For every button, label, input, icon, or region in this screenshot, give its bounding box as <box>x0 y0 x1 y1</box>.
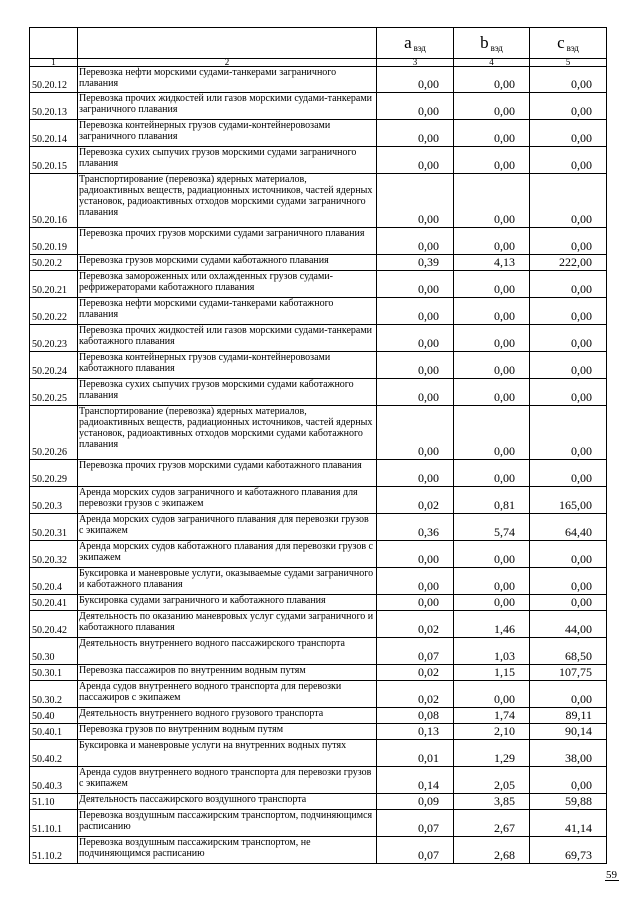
row-value-b: 0,00 <box>454 406 530 460</box>
row-name: Перевозка прочих грузов морскими судами каботажного плавания <box>78 460 377 487</box>
table-row <box>30 708 607 724</box>
row-value-c: 0,00 <box>530 93 607 120</box>
row-value-c: 0,00 <box>530 541 607 568</box>
row-code: 50.20.25 <box>30 379 78 406</box>
row-name: Транспортирование (перевозка) ядерных материалов, радиоактивных веществ, радиационных источников, частей ядерных установок, радиоактивных отходов морскими судами каботажного плавания <box>78 406 377 460</box>
row-value-b: 0,00 <box>454 681 530 708</box>
row-value-a: 0,00 <box>377 93 454 120</box>
row-value-a: 0,02 <box>377 487 454 514</box>
row-code: 50.20.15 <box>30 147 78 174</box>
row-code: 50.20.42 <box>30 611 78 638</box>
column-number: 4 <box>454 59 530 67</box>
table-row <box>30 568 607 595</box>
row-value-b: 0,00 <box>454 174 530 228</box>
row-value-a: 0,00 <box>377 568 454 595</box>
row-code: 50.40.3 <box>30 767 78 794</box>
row-value-c: 69,73 <box>530 837 607 864</box>
row-value-c: 0,00 <box>530 379 607 406</box>
row-value-b: 0,00 <box>454 568 530 595</box>
table-row <box>30 174 607 228</box>
table-row <box>30 837 607 864</box>
row-code: 51.10.2 <box>30 837 78 864</box>
row-value-b: 1,74 <box>454 708 530 724</box>
row-value-c: 38,00 <box>530 740 607 767</box>
row-name: Деятельность внутреннего водного пассажирского транспорта <box>78 638 377 665</box>
row-value-a: 0,07 <box>377 837 454 864</box>
row-value-b: 0,00 <box>454 541 530 568</box>
header-col-b: b $_{вэд}$ <box>454 28 530 59</box>
row-value-b: 1,15 <box>454 665 530 681</box>
table-row <box>30 638 607 665</box>
row-code: 50.20.26 <box>30 406 78 460</box>
row-value-a: 0,00 <box>377 541 454 568</box>
row-value-c: 68,50 <box>530 638 607 665</box>
row-code: 50.20.21 <box>30 271 78 298</box>
row-code: 50.30.1 <box>30 665 78 681</box>
row-name: Транспортирование (перевозка) ядерных материалов, радиоактивных веществ, радиационных источников, частей ядерных установок, радиоактивных отходов морскими судами заграничного плавания <box>78 174 377 228</box>
row-code: 50.20.31 <box>30 514 78 541</box>
row-value-a: 0,39 <box>377 255 454 271</box>
table-row <box>30 665 607 681</box>
row-code: 50.20.24 <box>30 352 78 379</box>
table-row <box>30 514 607 541</box>
row-value-a: 0,00 <box>377 174 454 228</box>
column-number: 5 <box>530 59 607 67</box>
row-value-c: 0,00 <box>530 595 607 611</box>
row-name: Аренда морских судов заграничного и каботажного плавания для перевозки грузов с экипажем <box>78 487 377 514</box>
row-value-c: 0,00 <box>530 568 607 595</box>
row-value-c: 44,00 <box>530 611 607 638</box>
header-name-cell <box>78 28 377 59</box>
row-code: 50.20.32 <box>30 541 78 568</box>
row-value-a: 0,00 <box>377 352 454 379</box>
row-value-a: 0,00 <box>377 460 454 487</box>
row-value-c: 0,00 <box>530 406 607 460</box>
row-value-a: 0,00 <box>377 595 454 611</box>
row-value-c: 0,00 <box>530 681 607 708</box>
table-row <box>30 681 607 708</box>
row-value-a: 0,02 <box>377 611 454 638</box>
row-value-b: 3,85 <box>454 794 530 810</box>
row-value-a: 0,07 <box>377 638 454 665</box>
row-name: Перевозка прочих жидкостей или газов морскими судами-танкерами заграничного плавания <box>78 93 377 120</box>
row-name: Аренда морских судов заграничного плавания для перевозки грузов с экипажем <box>78 514 377 541</box>
row-value-b: 0,00 <box>454 271 530 298</box>
row-value-b: 5,74 <box>454 514 530 541</box>
table-row <box>30 271 607 298</box>
row-value-a: 0,00 <box>377 228 454 255</box>
row-name: Перевозка грузов по внутренним водным путям <box>78 724 377 740</box>
row-code: 50.20.14 <box>30 120 78 147</box>
row-value-b: 0,00 <box>454 595 530 611</box>
row-name: Деятельность внутреннего водного грузового транспорта <box>78 708 377 724</box>
table-row <box>30 93 607 120</box>
row-code: 50.20.4 <box>30 568 78 595</box>
row-value-c: 0,00 <box>530 120 607 147</box>
row-name: Аренда судов внутреннего водного транспорта для перевозки грузов с экипажем <box>78 767 377 794</box>
row-name: Перевозка грузов морскими судами каботажного плавания <box>78 255 377 271</box>
row-code: 50.40.2 <box>30 740 78 767</box>
row-code: 50.20.12 <box>30 67 78 93</box>
row-value-b: 2,68 <box>454 837 530 864</box>
table-row <box>30 255 607 271</box>
header-col-c: c $_{вэд}$ <box>530 28 607 59</box>
page-number-rule <box>605 880 619 881</box>
table-row <box>30 325 607 352</box>
row-value-b: 0,00 <box>454 352 530 379</box>
row-name: Буксировка судами заграничного и каботажного плавания <box>78 595 377 611</box>
row-value-b: 2,67 <box>454 810 530 837</box>
row-value-b: 0,00 <box>454 67 530 93</box>
row-value-c: 0,00 <box>530 460 607 487</box>
row-value-b: 0,81 <box>454 487 530 514</box>
row-value-c: 222,00 <box>530 255 607 271</box>
row-value-c: 0,00 <box>530 174 607 228</box>
row-value-c: 64,40 <box>530 514 607 541</box>
row-value-c: 0,00 <box>530 228 607 255</box>
table-row <box>30 406 607 460</box>
row-code: 50.20.29 <box>30 460 78 487</box>
column-number: 2 <box>78 59 377 67</box>
row-value-a: 0,00 <box>377 147 454 174</box>
table-header <box>30 28 607 67</box>
row-name: Аренда морских судов каботажного плавания для перевозки грузов с экипажем <box>78 541 377 568</box>
column-number: 1 <box>30 59 78 67</box>
row-value-a: 0,00 <box>377 379 454 406</box>
row-value-a: 0,00 <box>377 325 454 352</box>
row-value-c: 0,00 <box>530 147 607 174</box>
row-value-c: 0,00 <box>530 67 607 93</box>
row-code: 50.20.2 <box>30 255 78 271</box>
row-value-b: 1,46 <box>454 611 530 638</box>
table-row <box>30 740 607 767</box>
table-row <box>30 228 607 255</box>
row-value-c: 0,00 <box>530 767 607 794</box>
table-row <box>30 352 607 379</box>
row-name: Деятельность пассажирского воздушного транспорта <box>78 794 377 810</box>
row-code: 50.30.2 <box>30 681 78 708</box>
row-code: 51.10.1 <box>30 810 78 837</box>
row-name: Перевозка прочих жидкостей или газов морскими судами-танкерами каботажного плавания <box>78 325 377 352</box>
row-value-c: 0,00 <box>530 352 607 379</box>
table-row <box>30 298 607 325</box>
row-code: 50.20.3 <box>30 487 78 514</box>
row-value-a: 0,00 <box>377 406 454 460</box>
row-code: 51.10 <box>30 794 78 810</box>
row-name: Перевозка замороженных или охлажденных грузов судами-рефрижераторами каботажного плавания <box>78 271 377 298</box>
row-name: Перевозка нефти морскими судами-танкерами заграничного плавания <box>78 67 377 93</box>
column-number: 3 <box>377 59 454 67</box>
header-code-cell <box>30 28 78 59</box>
table-row <box>30 724 607 740</box>
row-value-b: 0,00 <box>454 298 530 325</box>
row-value-b: 0,00 <box>454 147 530 174</box>
table-row <box>30 487 607 514</box>
row-name: Аренда судов внутреннего водного транспорта для перевозки пассажиров с экипажем <box>78 681 377 708</box>
row-name: Перевозка нефти морскими судами-танкерами каботажного плавания <box>78 298 377 325</box>
row-value-a: 0,09 <box>377 794 454 810</box>
row-value-b: 2,10 <box>454 724 530 740</box>
row-value-b: 0,00 <box>454 460 530 487</box>
row-value-c: 0,00 <box>530 325 607 352</box>
row-code: 50.20.22 <box>30 298 78 325</box>
row-value-a: 0,07 <box>377 810 454 837</box>
row-value-c: 90,14 <box>530 724 607 740</box>
row-value-a: 0,08 <box>377 708 454 724</box>
header-col-a: a $_{вэд}$ <box>377 28 454 59</box>
table-row <box>30 120 607 147</box>
row-value-b: 0,00 <box>454 379 530 406</box>
row-value-b: 0,00 <box>454 228 530 255</box>
row-value-b: 2,05 <box>454 767 530 794</box>
row-value-a: 0,00 <box>377 120 454 147</box>
row-value-b: 4,13 <box>454 255 530 271</box>
row-name: Перевозка контейнерных грузов судами-контейнеровозами каботажного плавания <box>78 352 377 379</box>
row-code: 50.30 <box>30 638 78 665</box>
row-value-a: 0,02 <box>377 665 454 681</box>
row-value-b: 0,00 <box>454 325 530 352</box>
row-value-a: 0,00 <box>377 67 454 93</box>
row-value-a: 0,01 <box>377 740 454 767</box>
row-value-a: 0,36 <box>377 514 454 541</box>
row-value-c: 89,11 <box>530 708 607 724</box>
table-row <box>30 147 607 174</box>
row-name: Перевозка контейнерных грузов судами-контейнеровозами заграничного плавания <box>78 120 377 147</box>
row-code: 50.40.1 <box>30 724 78 740</box>
table-row <box>30 794 607 810</box>
table-row <box>30 379 607 406</box>
table-row <box>30 810 607 837</box>
row-code: 50.20.41 <box>30 595 78 611</box>
row-code: 50.40 <box>30 708 78 724</box>
row-name: Буксировка и маневровые услуги на внутренних водных путях <box>78 740 377 767</box>
row-value-a: 0,14 <box>377 767 454 794</box>
row-value-b: 0,00 <box>454 120 530 147</box>
table-row <box>30 767 607 794</box>
table-row <box>30 541 607 568</box>
row-name: Перевозка сухих сыпучих грузов морскими судами каботажного плавания <box>78 379 377 406</box>
row-name: Перевозка пассажиров по внутренним водным путям <box>78 665 377 681</box>
page-number: 59 <box>606 869 617 881</box>
row-value-a: 0,13 <box>377 724 454 740</box>
row-value-a: 0,00 <box>377 271 454 298</box>
row-value-c: 59,88 <box>530 794 607 810</box>
row-value-a: 0,00 <box>377 298 454 325</box>
row-value-b: 1,29 <box>454 740 530 767</box>
row-code: 50.20.13 <box>30 93 78 120</box>
table-body <box>30 67 607 864</box>
table-row <box>30 67 607 93</box>
row-value-b: 0,00 <box>454 93 530 120</box>
coefficients-table <box>29 27 607 864</box>
column-number-row <box>30 59 607 67</box>
row-value-c: 41,14 <box>530 810 607 837</box>
row-name: Перевозка прочих грузов морскими судами заграничного плавания <box>78 228 377 255</box>
row-value-c: 165,00 <box>530 487 607 514</box>
row-name: Перевозка сухих сыпучих грузов морскими судами заграничного плавания <box>78 147 377 174</box>
table-row <box>30 611 607 638</box>
row-value-c: 107,75 <box>530 665 607 681</box>
row-name: Перевозка воздушным пассажирским транспортом, не подчиняющимся расписанию <box>78 837 377 864</box>
row-name: Перевозка воздушным пассажирским транспортом, подчиняющимся расписанию <box>78 810 377 837</box>
table-row <box>30 595 607 611</box>
row-name: Буксировка и маневровые услуги, оказываемые судами заграничного и каботажного плавания <box>78 568 377 595</box>
row-value-a: 0,02 <box>377 681 454 708</box>
row-name: Деятельность по оказанию маневровых услуг судами заграничного и каботажного плавания <box>78 611 377 638</box>
row-value-b: 1,03 <box>454 638 530 665</box>
row-code: 50.20.16 <box>30 174 78 228</box>
row-code: 50.20.19 <box>30 228 78 255</box>
table-row <box>30 460 607 487</box>
row-value-c: 0,00 <box>530 298 607 325</box>
row-value-c: 0,00 <box>530 271 607 298</box>
row-code: 50.20.23 <box>30 325 78 352</box>
